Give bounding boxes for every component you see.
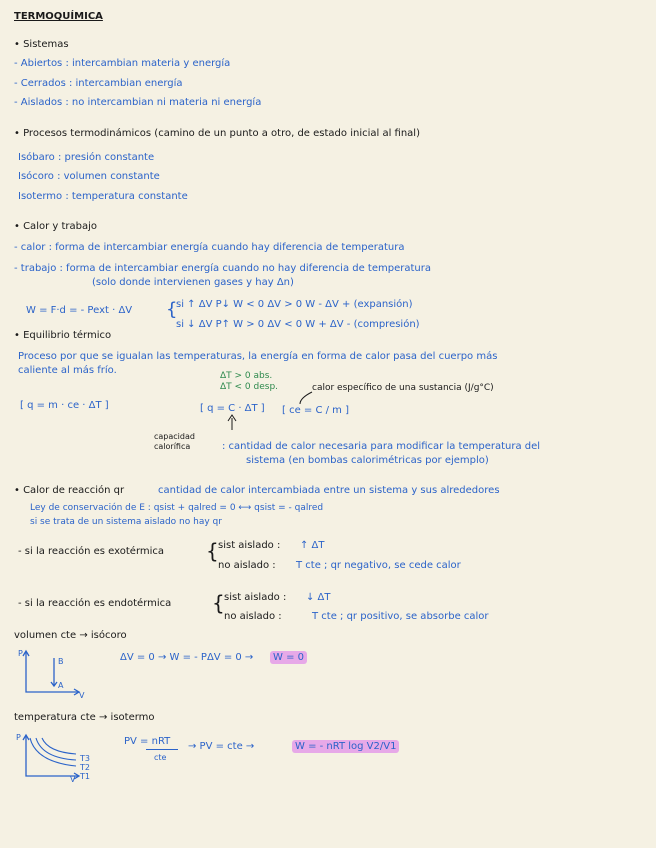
isotermo-t1: T1 <box>80 772 90 781</box>
isotermo-eq-pv-cte: → PV = cte → <box>188 741 255 752</box>
isotermo-t2: T2 <box>80 763 90 772</box>
exo-no-aislado-value: T cte ; qr negativo, se cede calor <box>296 560 461 571</box>
calor-trabajo-heading: • Calor y trabajo <box>14 221 98 232</box>
equilibrio-text-1: Proceso por que se igualan las temperaturas, la energía en forma de calor pasa del cuerpo más <box>18 351 498 362</box>
calor-definition: - calor : forma de intercambiar energía cuando hay diferencia de temperatura <box>14 242 405 253</box>
capacidad-label-1: capacidad <box>154 432 195 441</box>
endotermica-brace: { <box>212 591 225 615</box>
trabajo-row-expansion: si ↑ ΔV P↓ W < 0 ΔV > 0 W - ΔV + (expansión) <box>176 299 413 310</box>
exo-no-aislado-label: no aislado : <box>218 560 276 571</box>
proceso-isotermo: Isotermo : temperatura constante <box>18 191 188 202</box>
isotermo-heading: temperatura cte → isotermo <box>14 712 155 723</box>
exo-aislado-label: sist aislado : <box>218 540 281 551</box>
trabajo-brace: { <box>166 299 178 320</box>
isotermo-eq-cte: cte <box>154 753 167 762</box>
capacidad-text-1: : cantidad de calor necesaria para modificar la temperatura del <box>222 441 541 452</box>
exotermica-brace: { <box>206 539 219 563</box>
formula-q-cdt: [ q = C · ΔT ] <box>200 403 265 414</box>
isotermo-fraction-bar <box>146 749 178 750</box>
proceso-isobaro: Isóbaro : presión constante <box>18 152 155 163</box>
endo-aislado-label: sist aislado : <box>224 592 287 603</box>
endotermica-label: - si la reacción es endotérmica <box>18 598 172 609</box>
sistemas-heading: • Sistemas <box>14 39 69 50</box>
trabajo-note: (solo donde intervienen gases y hay Δn) <box>92 277 294 288</box>
isotermo-result: W = - nRT log V2/V1 <box>292 740 399 753</box>
isocoro-axis-p: P <box>18 649 23 658</box>
isotermo-t3: T3 <box>80 754 90 763</box>
nota-aislado: si se trata de un sistema aislado no hay qr <box>30 517 222 527</box>
isocoro-point-a: A <box>58 681 64 690</box>
endo-no-aislado-label: no aislado : <box>224 611 282 622</box>
trabajo-formula: W = F·d = - Pext · ΔV <box>26 305 133 316</box>
isotermo-eq-pv-nrt: PV = nRT <box>124 736 171 747</box>
sistemas-abiertos: - Abiertos : intercambian materia y energía <box>14 58 231 69</box>
isocoro-equation: ΔV = 0 → W = - PΔV = 0 → <box>120 652 254 663</box>
isotermo-axis-p: P <box>16 733 21 742</box>
isotermo-axis-v: V <box>70 775 76 784</box>
ce-note: calor específico de una sustancia (J/g°C) <box>312 383 494 393</box>
ley-conservacion: Ley de conservación de E : qsist + qalred = 0 ⟷ qsist = - qalred <box>30 503 324 513</box>
endo-aislado-value: ↓ ΔT <box>306 592 331 603</box>
isocoro-axis-v: V <box>79 691 85 700</box>
reaccion-definition: cantidad de calor intercambiada entre un sistema y sus alrededores <box>158 485 500 496</box>
equilibrio-heading: • Equilibrio térmico <box>14 330 112 341</box>
trabajo-definition: - trabajo : forma de intercambiar energía cuando no hay diferencia de temperatura <box>14 263 431 274</box>
isocoro-point-b: B <box>58 657 64 666</box>
exo-aislado-value: ↑ ΔT <box>300 540 325 551</box>
proceso-isocoro: Isócoro : volumen constante <box>18 171 160 182</box>
endo-no-aislado-value: T cte ; qr positivo, se absorbe calor <box>312 611 489 622</box>
exotermica-label: - si la reacción es exotérmica <box>18 546 165 557</box>
reaccion-heading: • Calor de reacción qr <box>14 485 125 496</box>
procesos-heading: • Procesos termodinámicos (camino de un punto a otro, de estado inicial al final) <box>14 128 420 139</box>
delta-t-abs: ΔT > 0 abs. <box>220 371 273 381</box>
page-title: TERMOQUÍMICA <box>14 11 103 22</box>
capacidad-text-2: sistema (en bombas calorimétricas por ejemplo) <box>246 455 489 466</box>
capacidad-label-2: calorífica <box>154 442 191 451</box>
formula-ce: [ ce = C / m ] <box>282 405 349 416</box>
equilibrio-text-2: caliente al más frío. <box>18 365 117 376</box>
trabajo-row-compresion: si ↓ ΔV P↑ W > 0 ΔV < 0 W + ΔV - (compresión) <box>176 319 420 330</box>
delta-t-desp: ΔT < 0 desp. <box>220 382 279 392</box>
formula-q-mcedt: [ q = m · ce · ΔT ] <box>20 400 109 411</box>
sistemas-cerrados: - Cerrados : intercambian energía <box>14 78 183 89</box>
isocoro-result: W = 0 <box>270 651 307 664</box>
isocoro-graph <box>14 648 84 698</box>
sistemas-aislados: - Aislados : no intercambian ni materia ni energía <box>14 97 262 108</box>
isocoro-heading: volumen cte → isócoro <box>14 630 127 641</box>
